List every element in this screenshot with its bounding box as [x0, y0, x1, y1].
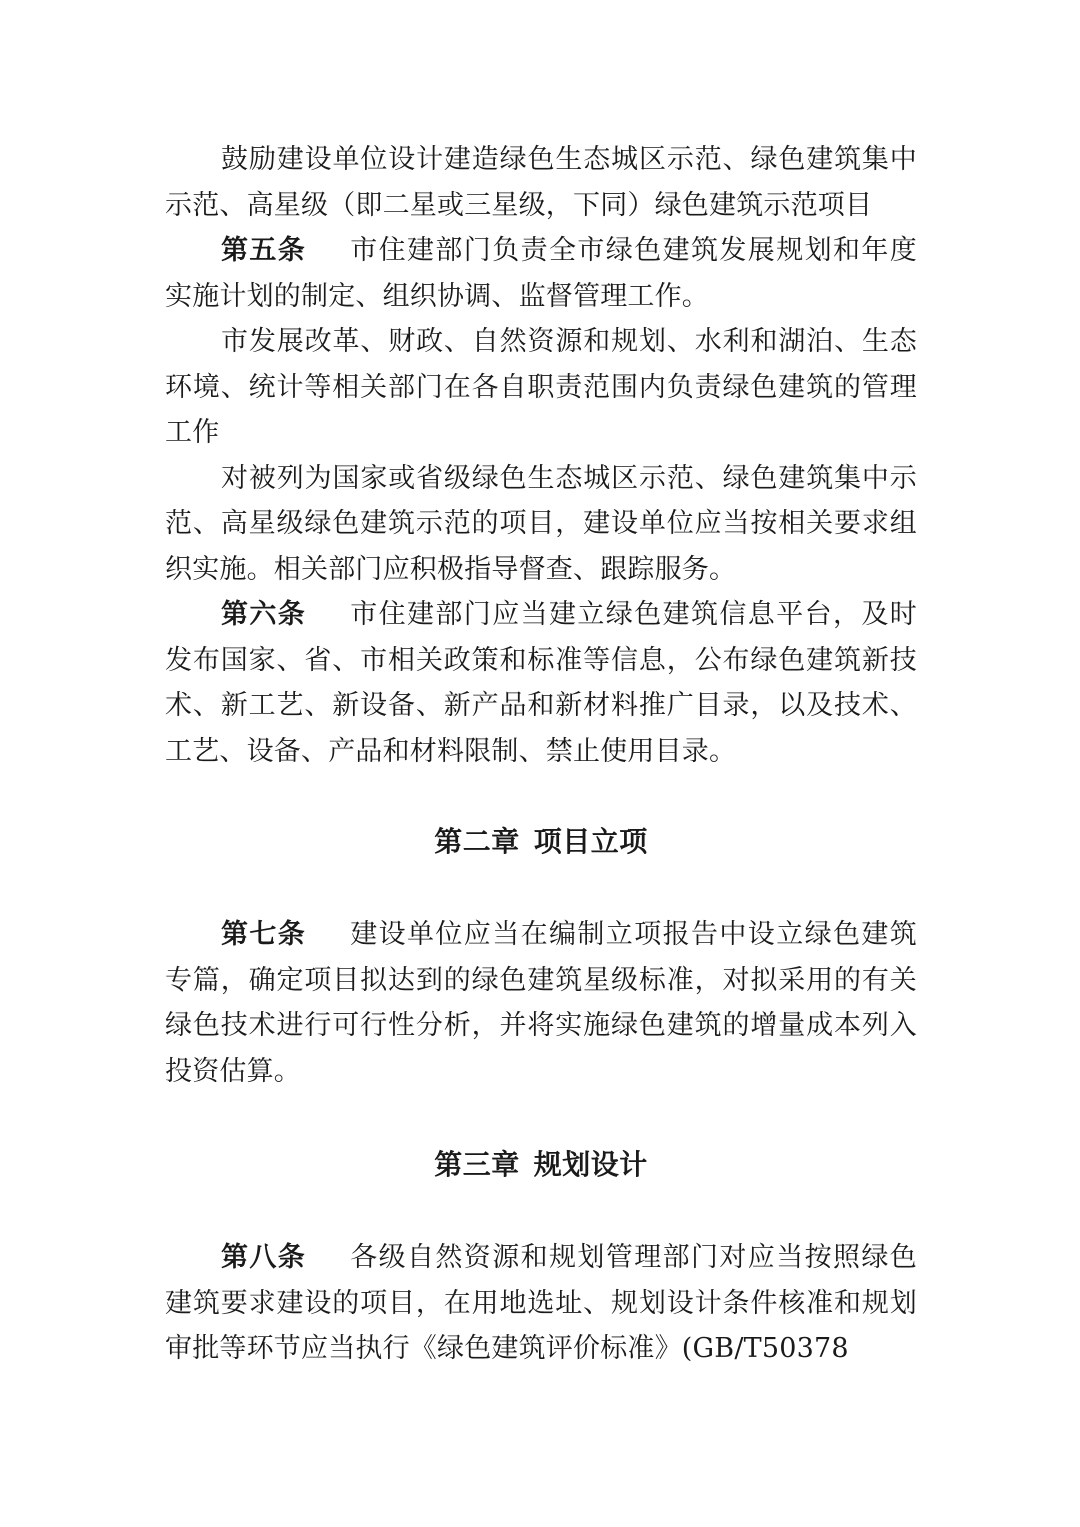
article-8-text: 各级自然资源和规划管理部门对应当按照绿色建筑要求建设的项目，在用地选址、规划设计条件核准和规划审批等环节应当执行《绿色建筑评价标准》(GB/T50378	[165, 1242, 917, 1364]
chapter-3-title: 规划设计	[533, 1148, 648, 1181]
article-6-number: 第六条	[221, 599, 307, 630]
chapter-2-number: 第二章	[434, 825, 520, 858]
article-8	[165, 1235, 917, 1372]
paragraph-listed-projects: 对被列为国家或省级绿色生态城区示范、绿色建筑集中示范、高星级绿色建筑示范的项目，建设单位应当按相关要求组织实施。相关部门应积极指导督查、跟踪服务。	[165, 462, 917, 585]
article-8-number: 第八条	[221, 1242, 307, 1273]
article-7	[165, 912, 917, 1094]
chapter-2-title: 项目立项	[533, 825, 648, 858]
article-7-number: 第七条	[221, 919, 307, 950]
article-5-text: 市住建部门负责全市绿色建筑发展规划和年度实施计划的制定、组织协调、监督管理工作。	[165, 235, 917, 312]
chapter-3-number: 第三章	[434, 1148, 520, 1181]
chapter-3-heading	[165, 1142, 917, 1187]
article-5-number: 第五条	[221, 235, 307, 266]
chapter-2-heading	[165, 819, 917, 864]
article-6-text: 市住建部门应当建立绿色建筑信息平台，及时发布国家、省、市相关政策和标准等信息，公布绿色建筑新技术、新工艺、新设备、新产品和新材料推广目录，以及技术、工艺、设备、产品和材料限制、禁止使用目录。	[165, 599, 917, 767]
document-page	[165, 137, 917, 1372]
article-6	[165, 592, 917, 774]
paragraph-demonstration-projects: 鼓励建设单位设计建造绿色生态城区示范、绿色建筑集中示范、高星级（即二星或三星级，下同）绿色建筑示范项目	[165, 144, 917, 221]
paragraph-related-departments: 市发展改革、财政、自然资源和规划、水利和湖泊、生态环境、统计等相关部门在各自职责范围内负责绿色建筑的管理工作	[165, 326, 917, 448]
article-7-text: 建设单位应当在编制立项报告中设立绿色建筑专篇，确定项目拟达到的绿色建筑星级标准，对拟采用的有关绿色技术进行可行性分析，并将实施绿色建筑的增量成本列入投资估算。	[165, 919, 917, 1087]
article-5	[165, 228, 917, 319]
